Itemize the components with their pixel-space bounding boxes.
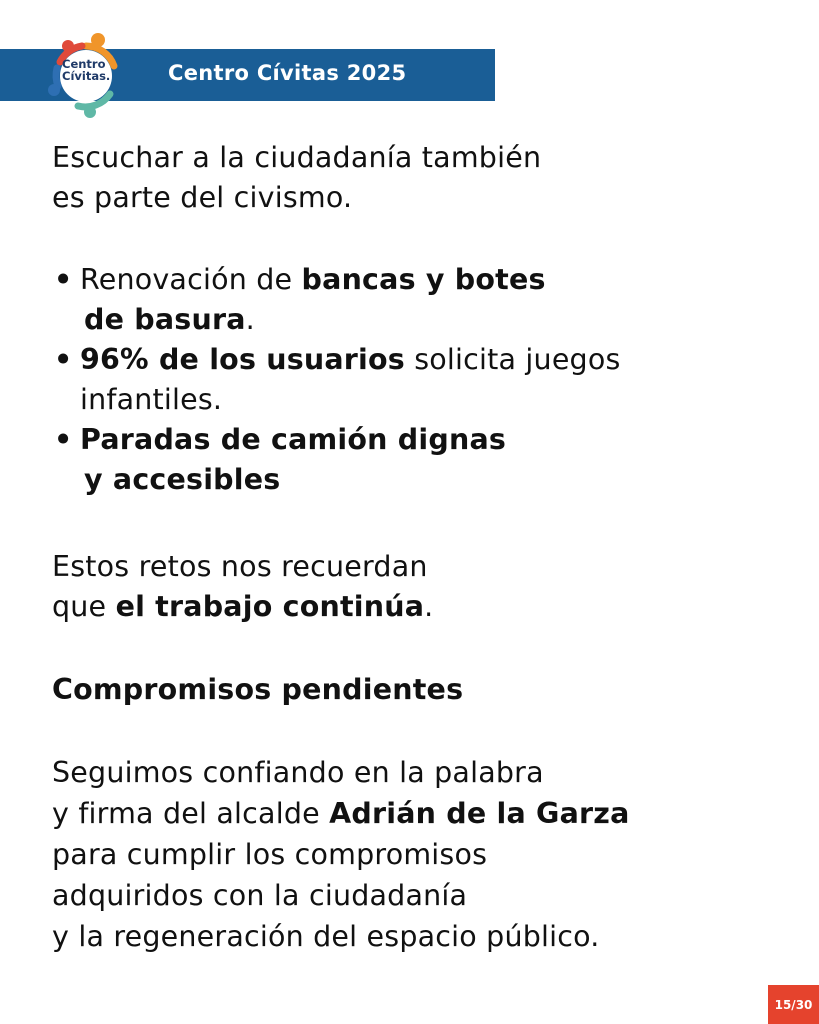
intro-paragraph [52,138,541,218]
page-indicator-badge: 15/30 [768,985,819,1024]
bullet-list [52,260,621,500]
mayor-name: Adrián de la Garza [329,797,630,830]
bullet-bold-text: 96% de los usuarios [80,343,405,376]
closing-text: y firma del alcalde [52,797,330,830]
closing-line-3: para cumplir los compromisos [52,838,488,871]
bullet-item [52,340,621,420]
bullet-bold-text: Paradas de camión dignas [80,423,507,456]
bullet-dot: • [54,343,73,376]
bullet-bold-text: de basura [84,303,246,336]
logo-line-2: Cívitas. [62,69,111,83]
logo-text [62,58,122,82]
section-heading: Compromisos pendientes [52,673,464,706]
closing-line-1: Seguimos confiando en la palabra [52,756,544,789]
bullet-item [52,260,621,340]
closing-paragraph [52,752,630,957]
retos-text: . [424,590,434,623]
intro-line-1: Escuchar a la ciudadanía también [52,141,542,174]
logo-line-1: Centro [62,57,106,71]
closing-line-2 [52,793,630,834]
bullet-bold-text: y accesibles [84,463,281,496]
header-title: Centro Cívitas 2025 [168,61,407,85]
bullet-text: . [245,303,255,336]
bullet-dot: • [54,263,73,296]
bullet-item [52,420,621,500]
bullet-text: Renovación de [80,263,302,296]
closing-line-5: y la regeneración del espacio público. [52,920,600,953]
bullet-bold-text: bancas y botes [301,263,546,296]
retos-paragraph [52,547,433,627]
bullet-text: solicita juegos [404,343,621,376]
retos-bold-text: el trabajo continúa [115,590,425,623]
closing-line-4: adquiridos con la ciudadanía [52,879,468,912]
bullet-dot: • [54,423,73,456]
retos-line-1: Estos retos nos recuerdan [52,550,428,583]
retos-line-2 [52,587,433,627]
intro-line-2: es parte del civismo. [52,181,353,214]
retos-text: que [52,590,116,623]
bullet-text: infantiles. [80,383,223,416]
